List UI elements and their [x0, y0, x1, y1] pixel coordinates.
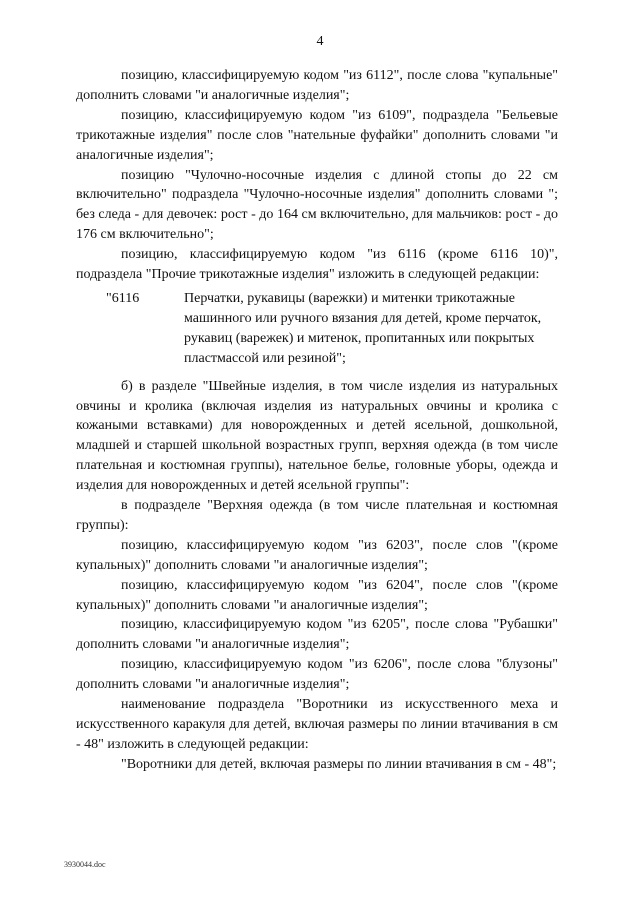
paragraph: позицию, классифицируемую кодом "из 6206", после слова "блузоны" дополнить словами "и аналогичные изделия"; [76, 657, 558, 693]
paragraph: позицию, классифицируемую кодом "из 6109", подраздела "Бельевые трикотажные изделия" после слов "нательные фуфайки" дополнить словами "и аналогичные изделия"; [76, 107, 558, 163]
paragraph: позицию, классифицируемую кодом "из 6116 (кроме 6116 10)", подраздела "Прочие трикотажные изделия" изложить в следующей редакции: [76, 247, 558, 283]
entry-description: Перчатки, рукавицы (варежки) и митенки трикотажные машинного или ручного вязания для детей, кроме перчаток, рукавиц (варежек) и митенок, пропитанных или покрытых пластмассой или резиной"; [184, 290, 542, 366]
paragraph: позицию, классифицируемую кодом "из 6204", после слов "(кроме купальных)" дополнить словами "и аналогичные изделия"; [76, 577, 558, 613]
entry-code: "6116 [106, 290, 140, 306]
paragraph: в подразделе "Верхняя одежда (в том числе плательная и костюмная группы): [76, 498, 558, 533]
page-number: 4 [316, 34, 324, 49]
paragraph: позицию, классифицируемую кодом "из 6112", после слова "купальные" дополнить словами "и аналогичные изделия"; [76, 68, 558, 103]
paragraph: позицию "Чулочно-носочные изделия с длиной стопы до 22 см включительно" подраздела "Чулочно-носочные изделия" дополнить словами "; без следа - для девочек: рост - до 164 см включительно, для мальчиков: рост - до 176 см включительно"; [76, 167, 558, 243]
document-body [76, 66, 558, 775]
footer-filename: 3930044.doc [64, 860, 106, 869]
paragraph: б) в разделе "Швейные изделия, в том числе изделия из натуральных овчины и кролика (включая изделия из натуральных овчины и кролика с кожаными вставками) для новорожденных и детей ясельной, дошкольной, младшей и старшей школьной возрастных групп, верхняя одежда (в том числе плательная и костюмная группы), нательное белье, головные уборы, одежда и изделия для новорожденных и детей ясельной группы": [76, 378, 558, 494]
paragraph: "Воротники для детей, включая размеры по линии втачивания в см - 48"; [121, 756, 557, 772]
paragraph: наименование подраздела "Воротники из искусственного меха и искусственного каракуля для детей, включая размеры по линии втачивания в см - 48" изложить в следующей редакции: [76, 697, 558, 752]
paragraph: позицию, классифицируемую кодом "из 6203", после слов "(кроме купальных)" дополнить словами "и аналогичные изделия"; [76, 537, 558, 573]
paragraph: позицию, классифицируемую кодом "из 6205", после слова "Рубашки" дополнить словами "и аналогичные изделия"; [76, 617, 558, 653]
classification-entry [76, 289, 558, 369]
